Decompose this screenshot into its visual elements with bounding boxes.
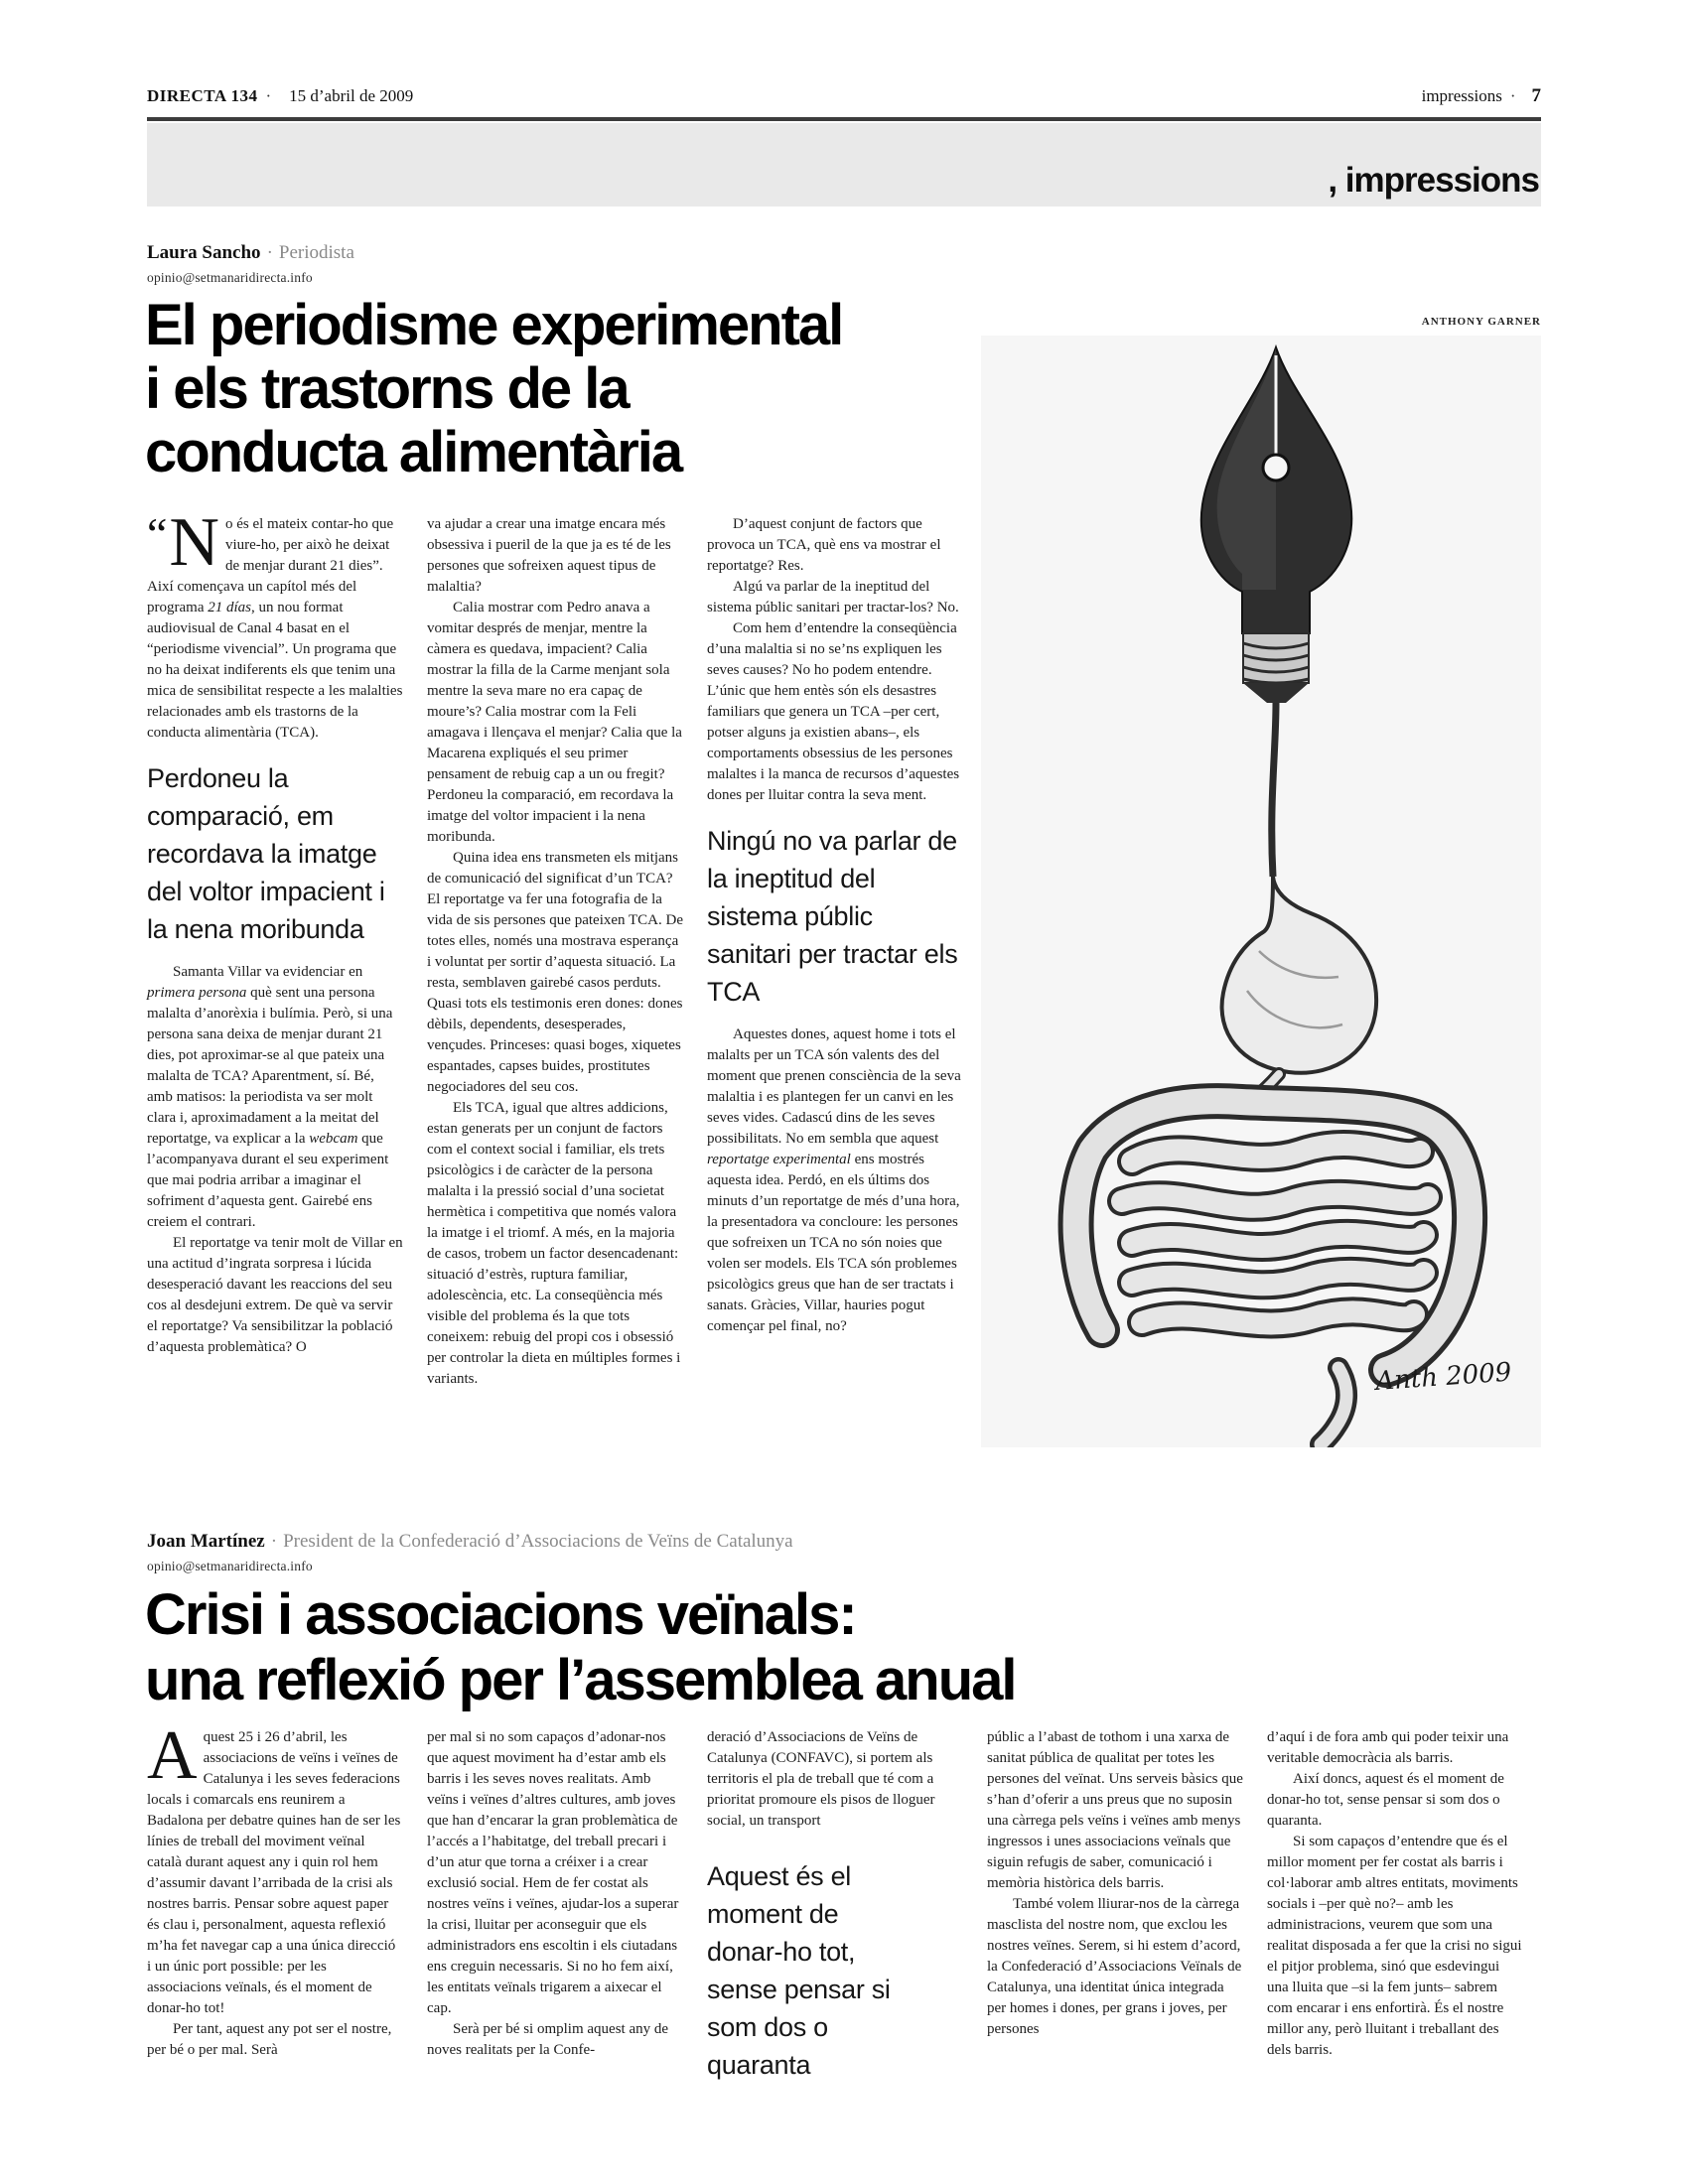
section-band-label: , impressions [1328,161,1539,200]
drop-cap: N [169,504,219,581]
dropcap-wrap [147,1717,198,1794]
drop-cap: A [147,1717,198,1794]
paragraph: Els TCA, igual que altres addicions, estan generats per un conjunt de factors com el context social i familiar, els trets psicològics i de caràcter de la persona malalta i la pressió social d’una societat hermètica i competitiva que només valora la imatge i el triomf. A més, en la majoria de casos, trobem un factor desencadenant: situació d’estrès, ruptura familiar, adolescència, etc. La conseqüència més visible del problema és la que tots coneixem: rebuig del propi cos i obsessió per controlar la dieta en múltiples formes i variants. [427,1100,681,1387]
header-rule [147,117,1541,121]
illustration-credit: ANTHONY GARNER [1421,316,1541,328]
paragraph [147,1717,403,2019]
article1-column-1 [147,504,403,1358]
article2-column-2 [427,1727,683,2061]
paragraph: Samanta Villar va evidenciar en primera persona què sent una persona malalta d’anorèxia i bulímia. Però, si una persona sana deixa de menjar durant 21 dies, pot aproximar-se al que pateix una malalta de TCA? Aparentment, sí. Bé, amb matisos: la periodista va ser molt clara i, aproximadament a la meitat del reportatge, va explicar a la webcam que l’acompanyava durant el seu experiment que mai podria arribar a imaginar el sofriment d’aquesta gent. Gairebé ens creiem el contrari. [147,964,393,1230]
small-intestine [1122,1145,1428,1324]
author-email-link[interactable]: opinio@setmanaridirecta.info [147,270,313,285]
paragraph: Algú va parlar de la ineptitud del sistema públic sanitari per tractar-los? No. [707,579,959,615]
issue-date: 15 d’abril de 2009 [289,86,414,105]
paragraph: Serà per bé si omplim aquest any de noves realitats per la Confe- [427,2021,669,2058]
paragraph: També volem lliurar-nos de la càrrega masclista del nostre nom, que exclou les nostres veïnes. Serem, si hi estem d’acord, la Confederació d’Associacions Veïnals de Catalunya, una identitat única integrada per homes i dones, per grans i joves, per persones [987,1896,1242,2037]
page-number: 7 [1531,85,1541,106]
author-role: President de la Confederació d’Associacions de Veïns de Catalunya [283,1531,793,1552]
paragraph: Per tant, aquest any pot ser el nostre, per bé o per mal. Serà [147,2021,392,2058]
section-band [147,123,1541,206]
paragraph: Aquestes dones, aquest home i tots el malalts per un TCA són valents des del moment que prenen consciència de la seva malaltia i es plantegen fer un canvi en les seves vides. Cadascú dins de les seves possibilitats. No em sembla que aquest reportatge experimental ens mostrés aquesta idea. Perdó, en els últims dos minuts d’un reportatge de més d’una hora, la presentadora va concloure: les persones que sofreixen un TCA no són noies que volen ser models. Els TCA són problemes psicològics greus que han de ser tractats i sanats. Gràcies, Villar, hauries pogut començar pel final, no? [707,1026,961,1334]
paragraph-text: o és el mateix contar-ho que viure-ho, per això he deixat de menjar durant 21 dies”. Així començava un capítol més del programa 21 días, un nou format audiovisual de Canal 4 basat en el “periodisme vivencial”. Un programa que no ha deixat indiferents els que tenim una mica de sensibilitat respecte a les malalties relacionades amb els trastorns de la conducta alimentària (TCA). [147,516,403,741]
author-name: Laura Sancho [147,242,261,263]
headline-line: i els trastorns de la [145,356,629,421]
paragraph: Calia mostrar com Pedro anava a vomitar després de menjar, mentre la càmera es quedava, impacient? Calia mostrar la filla de la Carme menjant sola mentre la seva mare no era capaç de moure’s? Calia mostrar com la Feli amagava i llençava el menjar? Calia que la Macarena expliqués el seu primer pensament de rebuig cap a un ou fregit? Perdoneu la comparació, em recordava la imatge del voltor impacient i la nena moribunda. [427,600,682,845]
paragraph [147,504,403,744]
paragraph: El reportatge va tenir molt de Villar en una actitud d’ingrata sorpresa i lúcida desesperació davant les reaccions del seu cos al desdejuni extrem. De què va servir el reportatge? Va sensibilitzar la població d’aquesta problemàtica? O [147,1235,403,1355]
paragraph: deració d’Associacions de Veïns de Catalunya (CONFAVC), si portem als territoris el pla de treball que té com a prioritat promoure els pisos de lloguer social, un transport [707,1729,935,1829]
illustration-box [981,336,1541,1447]
pull-quote: Ningú no va parlar de la ineptitud del sistema públic sanitari per tractar els TCA [707,826,958,1007]
article2-column-3 [707,1727,963,2098]
author-name: Joan Martínez [147,1531,265,1552]
article2-column-5 [1267,1727,1523,2061]
byline-separator: · [270,1531,278,1552]
author-email-link[interactable]: opinio@setmanaridirecta.info [147,1559,313,1573]
paragraph: Si som capaços d’entendre que és el millor moment per fer costat als barris i col·laborar amb altres entitats, moviments socials i –per què no?– amb les administracions, veurem que som una realitat disposada a fer que la crisi no sigui el pitjor problema, sinó que esdevingui una lluita que –si la fem junts– sabrem com encarar i ens enfortirà. És el nostre millor any, però lluitant i treballant des dels barris. [1267,1834,1522,2058]
masthead-dot2: · [1509,86,1516,105]
article2-column-4 [987,1727,1243,2040]
dropcap-wrap [147,504,219,581]
opening-quote-mark: “ [147,508,168,559]
section-name: impressions [1421,86,1502,105]
masthead-dot: · [265,86,272,105]
article2-headline [145,1582,1016,1713]
pull-quote: Perdoneu la comparació, em recordava la imatge del voltor impacient i la nena moribunda [147,763,385,944]
article1-byline [147,242,354,264]
headline-line: El periodisme experimental [145,293,843,357]
paragraph: Quina idea ens transmeten els mitjans de comunicació del significat d’un TCA? El reportatge va fer una fotografia de la vida de sis persones que pateixen TCA. De totes elles, només una mostrava esperança i voluntat per sortir d’aquesta situació. La resta, semblaven gairebé casos perduts. Quasi tots els testimonis eren dones: dones dèbils, dependents, desesperades, vençudes. Princeses: quasi boges, xiquetes espantades, capses buides, prostitutes negociadores del seu cos. [427,850,683,1095]
byline-separator: · [266,242,273,263]
masthead-left [147,86,413,106]
headline-line: una reflexió per l’assemblea anual [145,1648,1016,1712]
article1-headline [145,294,842,484]
pen-shaft [1272,703,1276,877]
pull-quote: Aquest és el moment de donar-ho tot, sense pensar si som dos o quaranta [707,1861,891,2080]
masthead-right [1422,85,1541,107]
pen-nib-intestines-illustration [981,336,1541,1447]
headline-line: conducta alimentària [145,420,682,484]
headline-line: Crisi i associacions veïnals: [145,1582,856,1647]
paragraph: va ajudar a crear una imatge encara més obsessiva i pueril de la que ja es té de les persones que sofreixen aquest tipus de malaltia? [427,516,671,595]
paragraph-text: quest 25 i 26 d’abril, les associacions de veïns i veïnes de Catalunya i les seves federacions locals i comarcals ens reunirem a Badalona per debatre quines han de ser les línies de treball del moviment veïnal català durant aquest any i quin rol hem d’assumir davant l’arribada de la crisi als nostres barris. Pensar sobre aquest paper és clau i, personalment, aquesta reflexió m’ha fet navegar cap a una única direcció i un únic port possible: per les associacions veïnals, és el moment de donar-ho tot! [147,1729,401,2016]
article1-column-3 [707,514,963,1337]
article1-column-2 [427,514,683,1390]
collar-taper [1243,683,1309,703]
newspaper-issue: DIRECTA 134 [147,86,258,105]
masthead [147,85,1541,107]
article2-byline [147,1531,793,1553]
article2-column-1 [147,1717,403,2061]
paragraph: D’aquest conjunt de factors que provoca un TCA, què ens va mostrar el reportatge? Res. [707,516,941,574]
paragraph: d’aquí i de fora amb qui poder teixir una veritable democràcia als barris. [1267,1729,1509,1766]
nib-breather-hole [1263,455,1289,480]
artist-signature: Anth 2009 [1374,1357,1513,1397]
author-role: Periodista [278,242,354,263]
paragraph: per mal si no som capaços d’adonar-nos que aquest moviment ha d’estar amb els barris i les seves noves realitats. Amb veïns i veïnes d’altres cultures, amb joves que han d’encarar la gran problemàtica de l’accés a l’habitatge, del treball precari i d’un atur que torna a créixer i a crear exclusió social. Hem de fer costat als nostres veïns i veïnes, ajudar-los a superar la crisi, lluitar per aconseguir que els administradors ens escoltin i els ciutadans ens creguin necessaris. Si no ho fem així, les entitats veïnals trigarem a aixecar el cap. [427,1729,679,2016]
paragraph: Així doncs, aquest és el moment de donar-ho tot, sense pensar si som dos o quaranta. [1267,1771,1504,1829]
paragraph: públic a l’abast de tothom i una xarxa de sanitat pública de qualitat per totes les persones del veïnat. Uns serveis bàsics que s’han d’oferir a uns preus que no suposin una càrrega pels veïns i veïnes amb menys ingressos i unes associacions veïnals que siguin refugis de saber, comunicació i memòria històrica dels barris. [987,1729,1243,1891]
paragraph: Com hem d’entendre la conseqüència d’una malaltia si no se’ns expliquen les seves causes? No ho podem entendre. L’únic que hem entès són els desastres familiars que genera un TCA –per cert, potser alguns ja existien abans–, els comportaments obsessius de les persones malaltes i la manca de recursos d’aquestes dones per lluitar contra la seva ment. [707,620,960,803]
